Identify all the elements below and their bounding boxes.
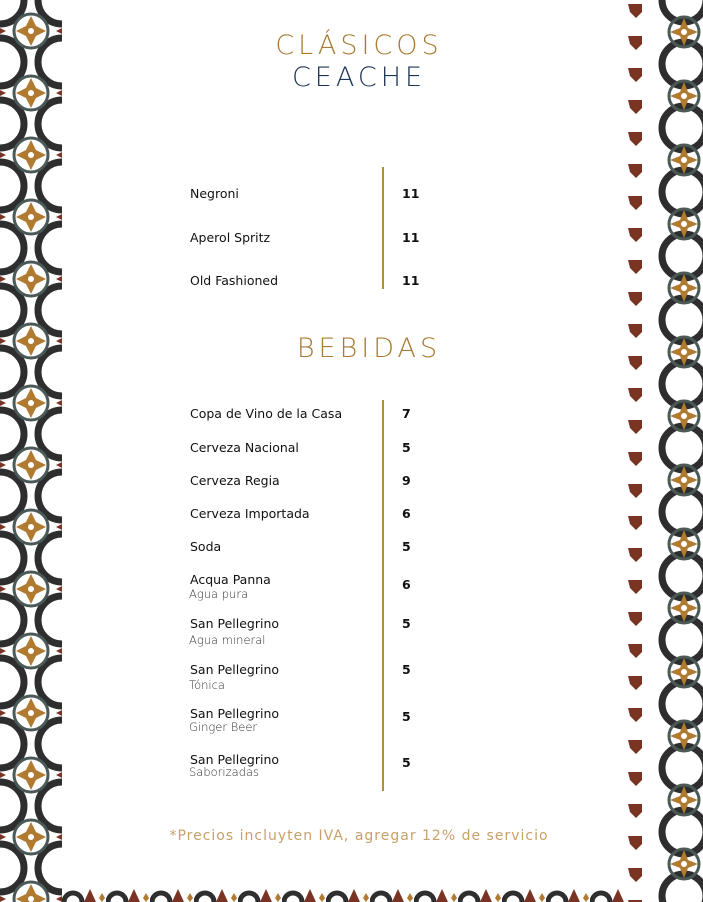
menu-item-name: San Pellegrino	[190, 616, 280, 631]
divider-bebidas	[382, 400, 384, 791]
divider-clasicos	[382, 167, 384, 289]
menu-item-name: Cerveza Importada	[190, 506, 310, 521]
menu-item-price: 11	[402, 186, 420, 201]
menu-item-name: San Pellegrino	[190, 662, 280, 677]
menu-item-name: Cerveza Nacional	[190, 440, 299, 455]
menu-item-price: 5	[402, 709, 411, 724]
tile-pattern-left-icon	[0, 0, 62, 902]
menu-item-name: Aperol Spritz	[190, 230, 271, 245]
tile-border-bottom	[62, 885, 626, 902]
menu-item-subtitle: Agua pura	[189, 587, 249, 601]
section-title-ceache: CEACHE	[291, 62, 427, 93]
menu-item-price: 11	[402, 230, 420, 245]
menu-item-price: 5	[402, 662, 411, 677]
menu-item-name: San Pellegrino	[190, 706, 280, 721]
menu-item-price: 5	[402, 755, 411, 770]
menu-item-name: Soda	[190, 539, 222, 554]
section-title-clasicos: CLÁSICOS	[275, 30, 443, 61]
tile-pattern-right-icon	[626, 0, 703, 902]
menu-item-price: 6	[402, 577, 411, 592]
menu-item-price: 7	[402, 406, 411, 421]
menu-item-name: Old Fashioned	[190, 273, 279, 288]
menu-item-subtitle: Saborizadas	[189, 765, 260, 779]
menu-item-name: Copa de Vino de la Casa	[190, 406, 343, 421]
menu-item-name: Cerveza Regia	[190, 473, 280, 488]
menu-item-subtitle: Agua mineral	[189, 633, 266, 647]
menu-item-name: Negroni	[190, 186, 239, 201]
menu-item-name: San Pellegrino	[190, 752, 280, 767]
menu-item-price: 9	[402, 473, 411, 488]
tile-border-right	[626, 0, 703, 902]
menu-item-subtitle: Tónica	[189, 678, 225, 692]
menu-item-price: 5	[402, 440, 411, 455]
menu-item-price: 6	[402, 506, 411, 521]
menu-item-price: 5	[402, 539, 411, 554]
menu-item-name: Acqua Panna	[190, 572, 271, 587]
menu-item-price: 11	[402, 273, 420, 288]
tile-border-left	[0, 0, 62, 902]
tile-pattern-bottom-icon	[62, 885, 626, 902]
menu-item-subtitle: Ginger Beer	[189, 720, 258, 734]
menu-item-price: 5	[402, 616, 411, 631]
section-title-bebidas: BEBIDAS	[296, 333, 442, 364]
footer-note: *Precios incluyten IVA, agregar 12% de servicio	[169, 828, 549, 844]
